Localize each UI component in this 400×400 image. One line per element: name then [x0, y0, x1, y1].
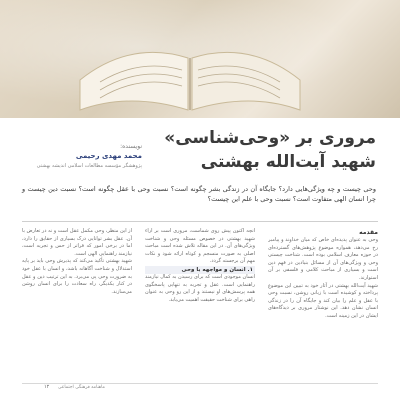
column-left-paragraph-2: شهید بهشتی تأکید می‌کند که پذیرش وحی باید بر پایه استدلال و شناخت آگاهانه باشد، و انسان با عقل خود به ضرورت وحی پی می‌برد. به این ترتیب دین و عقل در کنار یکدیگر، راه سعادت را برای انسان روشن می‌سازند. [22, 258, 132, 295]
article-title-line-1: مروری بر «وحی‌شناسی» [164, 128, 376, 148]
column-left-paragraph-1: از این منظر، وحی مکمل عقل است و نه در تعارض با آن. عقل بشر توانایی درک بسیاری از حقایق را دارد، اما در برخی امور که فراتر از حس و تجربه است، نیازمند راهنمایی الهی است. [22, 228, 132, 257]
page-footer [22, 383, 378, 393]
page-number: ۱۲ [44, 384, 50, 390]
section-divider [22, 221, 378, 222]
column-right-paragraph-2: شهید آیت‌الله بهشتی در آثار خود به تبیین این موضوع پرداخته و کوشیده است با زبانی روشن، نسبت وحی با عقل و علم را بیان کند و جایگاه آن را در زندگی انسان نشان دهد. این نوشتار مروری بر دیدگاه‌های ایشان در این زمینه است. [268, 282, 378, 319]
column-middle-paragraph-2: انسان موجودی است که برای رسیدن به کمال نیازمند راهنمایی است. عقل و تجربه به تنهایی پاسخگوی همه پرسش‌های او نیستند و از این رو وحی به عنوان راهی برای شناخت حقیقت اهمیت می‌یابد. [145, 273, 255, 303]
introduction-heading: مقدمه [359, 229, 378, 236]
body-columns [22, 228, 378, 378]
column-right [268, 228, 378, 378]
journal-name: ماهنامه فرهنگی اجتماعی [58, 385, 105, 390]
column-middle-paragraph-1: آنچه اکنون پیش روی شماست، مروری است بر آراء شهید بهشتی در خصوص مسئله وحی و شناخت ویژگی‌های آن. در این مقاله تلاش شده است مباحث اصلی به صورت منسجم و کوتاه ارائه شود و نکات مهم آن برجسته گردد. [145, 228, 255, 265]
column-right-paragraph-1: وحی به عنوان پدیده‌ای خاص که میان خداوند و پیامبر رخ می‌دهد، همواره موضوع پژوهش‌های گسترده‌ای در حوزه معارف اسلامی بوده است. شناخت چیستی وحی و ویژگی‌های آن از مسائل بنیادین در فهم دین است و بسیاری از مباحث کلامی و فلسفی بر آن استوارند. [268, 237, 378, 281]
author-role-label: نویسنده: [120, 143, 142, 150]
author-name: محمد مهدی رحیمی [75, 152, 142, 160]
author-info [22, 142, 142, 170]
section-1-heading: ۱. انسان و مواجهه با وحی [145, 266, 255, 274]
column-middle [145, 228, 255, 378]
open-book-illustration [60, 10, 320, 115]
article-title-line-2: شهید آیت‌الله بهشتی [200, 152, 376, 172]
article-abstract [22, 184, 376, 204]
abstract-text: وحی چیست و چه ویژگی‌هایی دارد؟ جایگاه آن در زندگی بشر چگونه است؟ نسبت وحی با عقل چگونه است؟ نسبت دین چیست و چرا انسان الهی متفاوت است؟ نسبت وحی با علم این چیست؟ [22, 185, 376, 203]
column-left [22, 228, 132, 378]
author-affiliation: پژوهشگر مؤسسه مطالعات اسلامی اندیشه بهشتی [36, 163, 142, 169]
header-image [0, 0, 400, 118]
footer-rule [22, 383, 378, 384]
